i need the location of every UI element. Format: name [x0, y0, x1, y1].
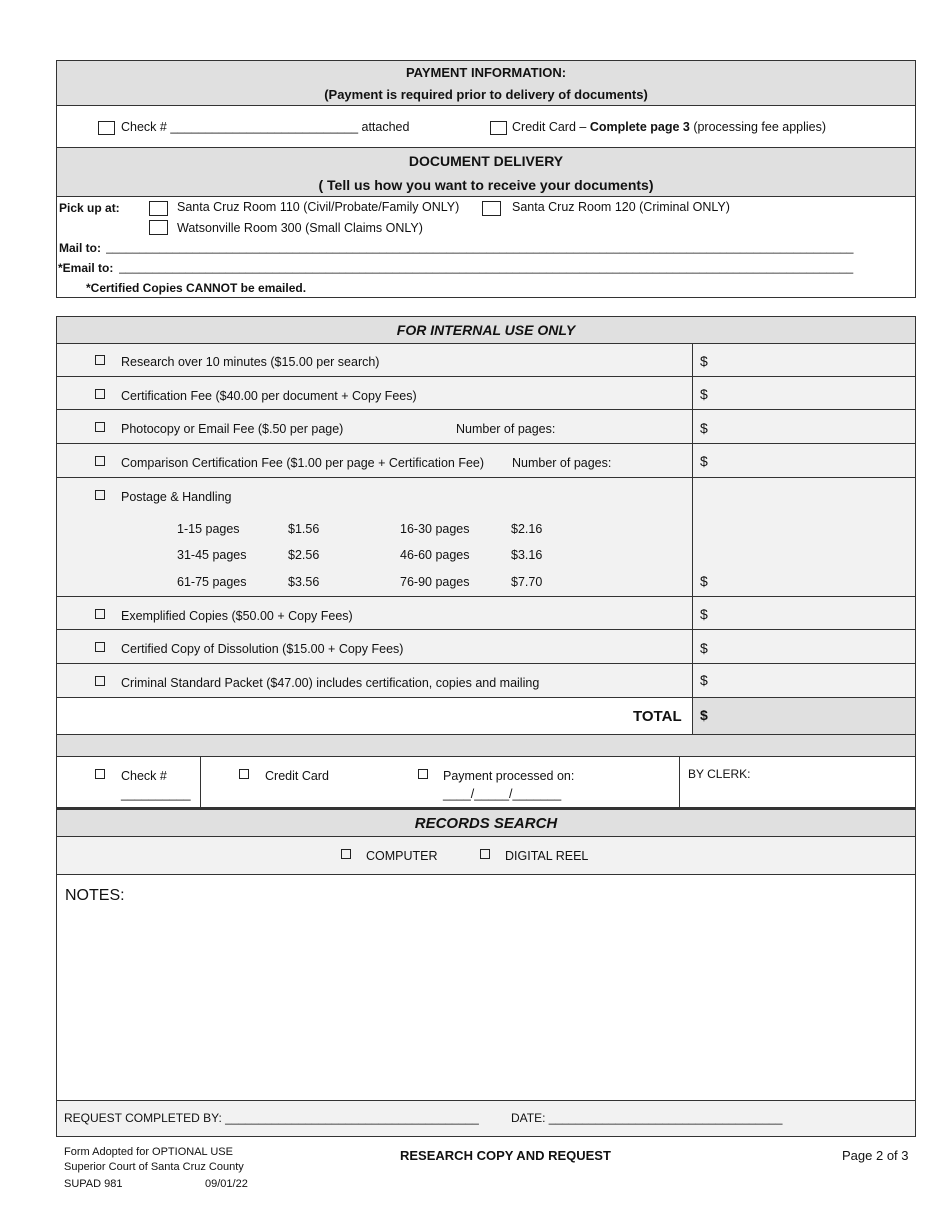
postage-range: 1-15 pages — [177, 522, 240, 536]
date-field[interactable]: DATE: ___________________________________ — [511, 1111, 783, 1125]
total-amount-cell — [693, 698, 915, 734]
postage-range: 76-90 pages — [400, 575, 470, 589]
notes-label: NOTES: — [65, 887, 125, 904]
delivery-subtitle: ( Tell us how you want to receive your documents) — [318, 177, 654, 193]
footer-form-id: SUPAD 981 — [64, 1178, 123, 1190]
research-label: Research over 10 minutes ($15.00 per search) — [121, 355, 380, 369]
records-title: RECORDS SEARCH — [414, 815, 558, 832]
total-label: TOTAL — [633, 708, 682, 725]
footer-court: Superior Court of Santa Cruz County — [64, 1161, 244, 1173]
room300-checkbox[interactable] — [149, 220, 168, 235]
footer-form-title: RESEARCH COPY AND REQUEST — [400, 1148, 611, 1163]
internal-title: FOR INTERNAL USE ONLY — [396, 322, 576, 338]
criminal-packet-amount[interactable]: $ — [700, 672, 708, 688]
photocopy-label: Photocopy or Email Fee ($.50 per page) — [121, 422, 344, 436]
comparison-amount[interactable]: $ — [700, 453, 708, 469]
postage-range: 16-30 pages — [400, 522, 470, 536]
postage-price: $7.70 — [511, 575, 543, 589]
comparison-checkbox[interactable] — [95, 456, 105, 466]
check-label: Check # ___________________________ attached — [121, 120, 410, 134]
room300-label: Watsonville Room 300 (Small Claims ONLY) — [177, 221, 423, 235]
clerk-check-checkbox[interactable] — [95, 769, 105, 779]
processed-checkbox[interactable] — [418, 769, 428, 779]
payment-title: PAYMENT INFORMATION: — [405, 65, 567, 80]
photocopy-checkbox[interactable] — [95, 422, 105, 432]
completed-by-field[interactable]: REQUEST COMPLETED BY: ______________________________________ — [64, 1111, 479, 1125]
room120-checkbox[interactable] — [482, 201, 501, 216]
photocopy-pages-label: Number of pages: — [456, 422, 556, 436]
footer-page-number: Page 2 of 3 — [842, 1148, 909, 1163]
spacer-band — [57, 735, 915, 756]
delivery-title: DOCUMENT DELIVERY — [408, 153, 564, 169]
mail-field[interactable]: ________________________________________________________________________________________________________________ — [106, 240, 854, 254]
computer-label: COMPUTER — [366, 849, 438, 863]
room120-label: Santa Cruz Room 120 (Criminal ONLY) — [512, 200, 730, 214]
email-label: *Email to: — [58, 261, 114, 275]
total-row — [57, 698, 692, 734]
digital-reel-checkbox[interactable] — [480, 849, 490, 859]
credit-card-checkbox[interactable] — [490, 121, 507, 135]
by-clerk-label: BY CLERK: — [688, 767, 751, 781]
postage-price: $3.16 — [511, 548, 543, 562]
email-field[interactable]: ______________________________________________________________________________________________________________ — [119, 260, 854, 274]
check-checkbox[interactable] — [98, 121, 115, 135]
footer-form-date: 09/01/22 — [205, 1178, 248, 1190]
footer-adopted: Form Adopted for OPTIONAL USE — [64, 1146, 233, 1158]
photocopy-amount[interactable]: $ — [700, 420, 708, 436]
postage-checkbox[interactable] — [95, 490, 105, 500]
mail-label: Mail to: — [59, 241, 101, 255]
postage-price: $1.56 — [288, 522, 320, 536]
research-checkbox[interactable] — [95, 355, 105, 365]
processed-date-field[interactable]: ____/_____/_______ — [443, 787, 562, 801]
room110-checkbox[interactable] — [149, 201, 168, 216]
criminal-packet-label: Criminal Standard Packet ($47.00) includes certification, copies and mailing — [121, 676, 540, 690]
exemplified-checkbox[interactable] — [95, 609, 105, 619]
exemplified-label: Exemplified Copies ($50.00 + Copy Fees) — [121, 609, 353, 623]
exemplified-amount[interactable]: $ — [700, 606, 708, 622]
computer-checkbox[interactable] — [341, 849, 351, 859]
postage-range: 46-60 pages — [400, 548, 470, 562]
certified-note: *Certified Copies CANNOT be emailed. — [86, 281, 307, 295]
notes-area[interactable] — [57, 875, 915, 1100]
dissolution-amount[interactable]: $ — [700, 640, 708, 656]
clerk-credit-label: Credit Card — [265, 769, 329, 783]
certification-checkbox[interactable] — [95, 389, 105, 399]
postage-price: $2.56 — [288, 548, 320, 562]
clerk-check-label: Check # — [121, 769, 167, 783]
postage-label: Postage & Handling — [121, 490, 232, 504]
criminal-packet-checkbox[interactable] — [95, 676, 105, 686]
postage-amount[interactable]: $ — [700, 573, 708, 589]
certification-amount[interactable]: $ — [700, 386, 708, 402]
comparison-pages-label: Number of pages: — [512, 456, 612, 470]
digital-reel-label: DIGITAL REEL — [505, 849, 589, 863]
postage-range: 31-45 pages — [177, 548, 247, 562]
credit-card-label: Credit Card – Complete page 3 (processing fee applies) — [512, 120, 827, 134]
postage-price: $2.16 — [511, 522, 543, 536]
comparison-label: Comparison Certification Fee ($1.00 per page + Certification Fee) — [121, 456, 485, 470]
total-amount[interactable]: $ — [700, 707, 708, 723]
dissolution-label: Certified Copy of Dissolution ($15.00 + Copy Fees) — [121, 642, 404, 656]
pickup-label: Pick up at: — [59, 201, 120, 215]
processed-label: Payment processed on: — [443, 769, 575, 783]
postage-price: $3.56 — [288, 575, 320, 589]
room110-label: Santa Cruz Room 110 (Civil/Probate/Family ONLY) — [177, 200, 460, 214]
clerk-credit-checkbox[interactable] — [239, 769, 249, 779]
dissolution-checkbox[interactable] — [95, 642, 105, 652]
certification-label: Certification Fee ($40.00 per document + Copy Fees) — [121, 389, 417, 403]
clerk-check-field[interactable]: __________ — [121, 787, 191, 801]
payment-subtitle: (Payment is required prior to delivery of documents) — [324, 87, 648, 102]
research-amount[interactable]: $ — [700, 353, 708, 369]
postage-range: 61-75 pages — [177, 575, 247, 589]
